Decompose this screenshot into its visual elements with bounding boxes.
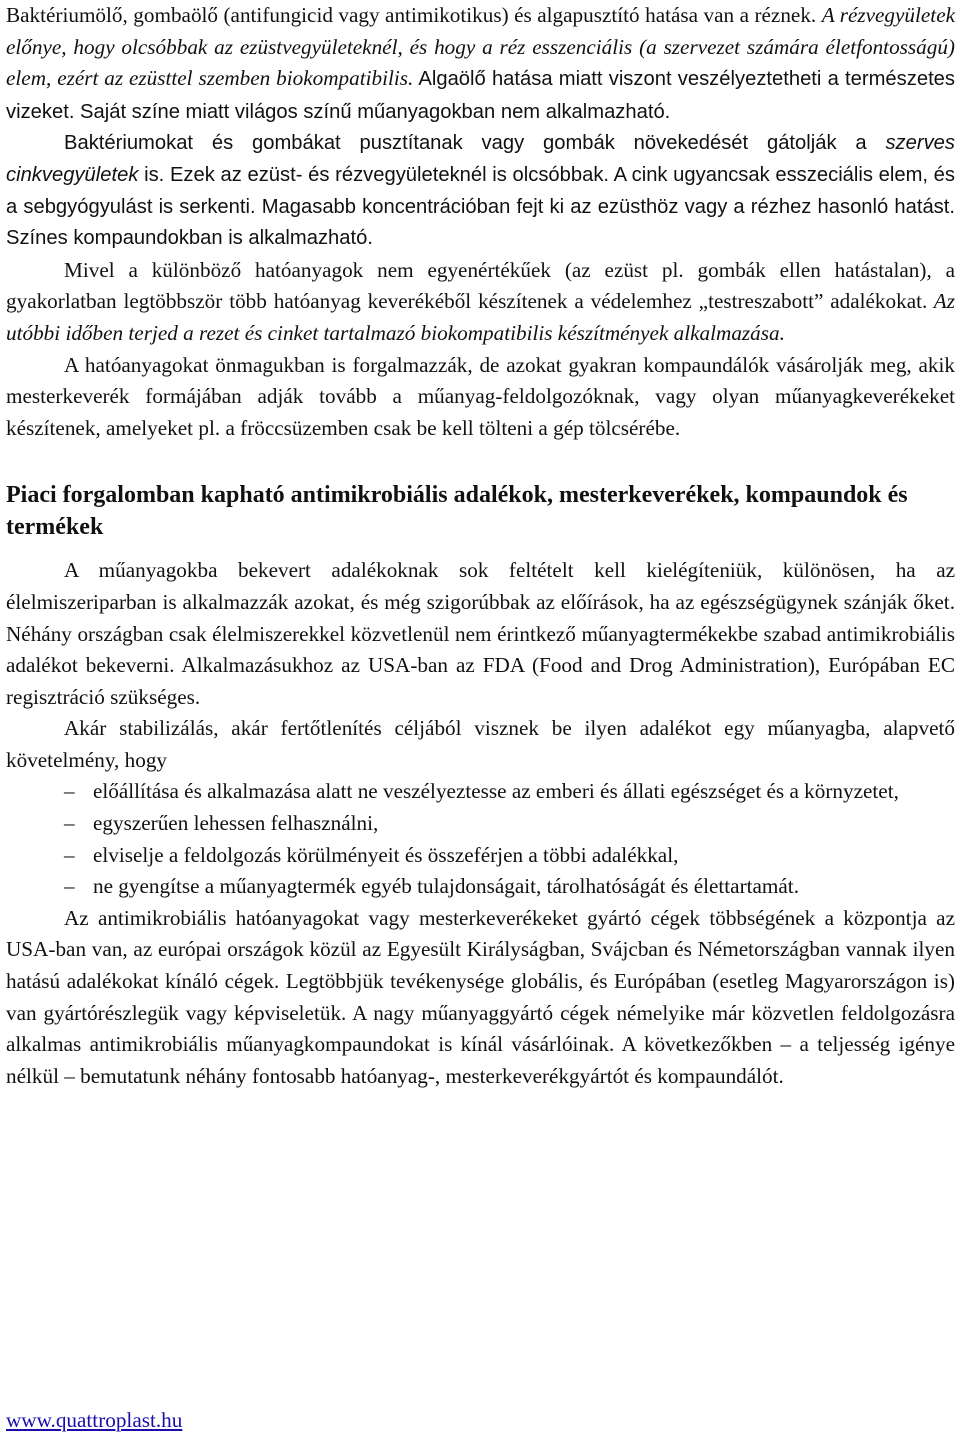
list-item-text: elviselje a feldolgozás körülményeit és összeférjen a többi adalékkal,: [93, 842, 679, 867]
list-item-text: előállítása és alkalmazása alatt ne veszélyeztesse az emberi és állati egészséget és a környzetet,: [93, 779, 899, 804]
footer-website-link[interactable]: www.quattroplast.hu: [6, 1408, 183, 1432]
list-item-text: ne gyengítse a műanyagtermék egyéb tulajdonságait, tárolhatóságát és élettartamát.: [93, 874, 799, 899]
list-item: [6, 808, 955, 840]
text-run: Baktériumölő, gombaölő (antifungicid vagy antimikotikus) és algapusztító hatása van a réznek.: [6, 3, 822, 27]
paragraph-companies: Az antimikrobiális hatóanyagokat vagy mesterkeverékeket gyártó cégek többségének a központja az USA-ban van, az európai országok közül az Egyesült Királyságban, Svájcban és Németországban vannak ilyen hatású adalékokat kínáló cégek. Legtöbbjük tevékenysége globális, és Európában (esetleg Magyarországon is) van gyártórészlegük vagy képviseletük. A nagy műanyaggyártó cégek némelyike már közvetlen feldolgozásra alkalmas antimikrobiális műanyagkompaundokat is kínál vásárlóinak. A következőkben – a teljesség igénye nélkül – bemutatunk néhány fontosabb hatóanyag-, mesterkeverékgyártót és kompaundálót.: [6, 905, 955, 1088]
paragraph-copper-intro: [6, 0, 955, 128]
dash-bullet: –: [64, 842, 75, 867]
text-run: is. Ezek az ezüst- és rézvegyületeknél is olcsóbbak. A cink ugyancsak esszeciális elem, és a sebgyógyulást is serkenti. Magasabb koncentrációban fejt ki az ezüsthöz vagy a rézhez hasonló hatást. Színes kompaundokban is alkalmazható.: [6, 163, 955, 250]
list-item: [6, 840, 955, 872]
list-item: [6, 871, 955, 903]
requirements-list: [6, 776, 955, 902]
paragraph-zinc: [6, 128, 955, 254]
dash-bullet: –: [64, 779, 75, 804]
text-run: Baktériumokat és gombákat pusztítanak vagy gombák növekedését gátolják a: [64, 132, 886, 155]
paragraph-requirements: Akár stabilizálás, akár fertőtlenítés céljából visznek be ilyen adalékot egy műanyagba, alapvető követelmény, hogy: [6, 716, 955, 772]
list-item-text: egyszerűen lehessen felhasználni,: [93, 811, 379, 836]
italic-text-run: szerves cinkvegyületek: [6, 132, 955, 186]
section-heading: Piaci forgalomban kapható antimikrobiális adalékok, mesterkeverékek, kompaundok és termékek: [6, 482, 908, 541]
sans-text-run: Algaölő hatása miatt viszont veszélyeztetheti a természetes vizeket. Saját színe miatt világos színű műanyagokban nem alkalmazható.: [6, 68, 955, 123]
dash-bullet: –: [64, 811, 75, 836]
list-item: [6, 776, 955, 808]
italic-text-run: Az utóbbi időben terjed a rezet és cinket tartalmazó biokompatibilis készítmények alkalmazása.: [6, 289, 955, 345]
dash-bullet: –: [64, 874, 75, 899]
paragraph-regulations: A műanyagokba bekevert adalékoknak sok feltételt kell kielégíteniük, különösen, ha az élelmiszeriparban is alkalmazzák azokat, és még szigorúbbak az előírások, ha az egészségügynek szánják őket. Néhány országban csak élelmiszerekkel közvetlenül nem érintkező műanyagtermékekbe szabad antimikrobiális adalékot bekeverni. Alkalmazásukhoz az USA-ban az FDA (Food and Drog Administration), Európában EC regisztráció szükséges.: [6, 558, 955, 709]
italic-text-run: A rézvegyületek előnye, hogy olcsóbbak az ezüstvegyületeknél, és hogy a réz esszenciális (a szervezet számára életfontosságú) elem, ezért az ezüsttel szemben biokompatibilis.: [6, 3, 956, 91]
paragraph-masterbatch: A hatóanyagokat önmagukban is forgalmazzák, de azokat gyakran kompaundálók vásárolják meg, akik mesterkeverék formájában adják tovább a műanyag-feldolgozóknak, vagy olyan műanyagkeverékeket készítenek, amelyeket pl. a fröccsüzemben csak be kell tölteni a gép tölcsérébe.: [6, 352, 955, 440]
paragraph-combinations: [6, 255, 955, 350]
text-run: Mivel a különböző hatóanyagok nem egyenértékűek (az ezüst pl. gombák ellen hatástalan), a gyakorlatban legtöbbször több hatóanyag keverékéből készítenek a védelemhez „testreszabott” adalékokat.: [6, 257, 955, 314]
